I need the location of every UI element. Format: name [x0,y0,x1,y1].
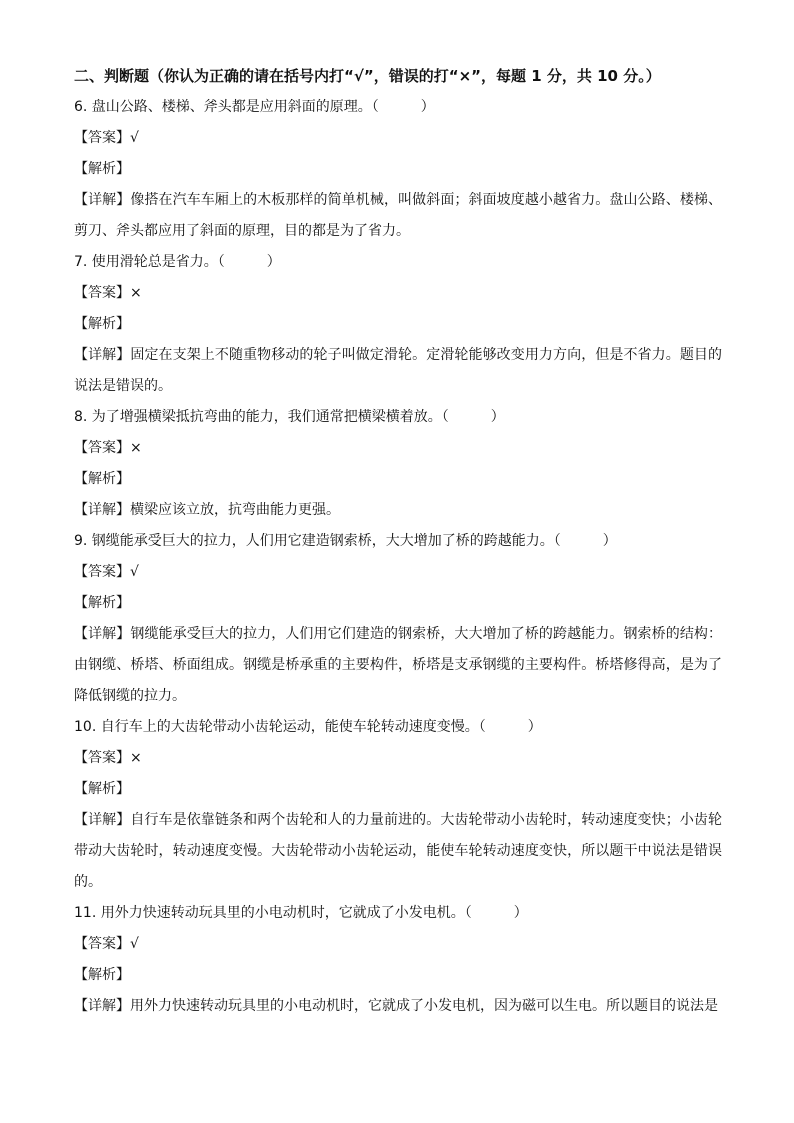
document-content [74,62,722,1022]
detail-label: 【详解】 [74,192,131,208]
detail-text [74,991,722,1022]
question-stem: 10. 自行车上的大齿轮带动小齿轮运动，能使车轮转动速度变慢。（ ） [74,719,542,735]
question-block [74,247,722,402]
answer-line [74,557,722,588]
section-title: 二、判断题（你认为正确的请在括号内打“√”，错误的打“×”，每题 1 分，共 10 分。） [74,67,661,85]
answer-value: √ [130,936,139,952]
answer-line [74,743,722,774]
detail-body: 用外力快速转动玩具里的小电动机时，它就成了小发电机，因为磁可以生电。所以题目的说法是 [130,998,718,1014]
detail-text [74,340,722,402]
answer-value: √ [130,130,139,146]
answer-value: × [130,440,142,456]
analysis-label: 【解析】 [74,967,130,983]
detail-body: 像搭在汽车车厢上的木板那样的简单机械，叫做斜面；斜面坡度越小越省力。盘山公路、楼梯、剪刀、斧头都应用了斜面的原理，目的都是为了省力。 [74,192,723,239]
analysis-label: 【解析】 [74,781,130,797]
answer-value: √ [130,564,139,580]
answer-label: 【答案】 [74,440,130,456]
question-block [74,92,722,247]
detail-body: 钢缆能承受巨大的拉力，人们用它们建造的钢索桥，大大增加了桥的跨越能力。钢索桥的结构：由钢缆、桥塔、桥面组成。钢缆是桥承重的主要构件，桥塔是支承钢缆的主要构件。桥塔修得高，是为了降低钢缆的拉力。 [74,626,723,704]
analysis-label: 【解析】 [74,595,130,611]
question-block [74,898,722,1022]
detail-label: 【详解】 [74,502,130,518]
answer-label: 【答案】 [74,285,130,301]
detail-body: 自行车是依靠链条和两个齿轮和人的力量前进的。大齿轮带动小齿轮时，转动速度变快；小齿轮带动大齿轮时，转动速度变慢。大齿轮带动小齿轮运动，能使车轮转动速度变快，所以题干中说法是错误的。 [74,812,723,890]
question-block [74,526,722,712]
detail-text [74,805,722,898]
answer-line [74,929,722,960]
answer-label: 【答案】 [74,750,130,766]
answer-value: × [130,750,142,766]
detail-label: 【详解】 [74,998,130,1014]
answer-label: 【答案】 [74,130,130,146]
analysis-label: 【解析】 [74,161,130,177]
question-stem: 6. 盘山公路、楼梯、斧头都是应用斜面的原理。（ ） [74,99,435,115]
detail-label: 【详解】 [74,626,131,642]
detail-body: 横梁应该立放，抗弯曲能力更强。 [130,502,340,518]
answer-line [74,278,722,309]
question-stem: 9. 钢缆能承受巨大的拉力，人们用它建造钢索桥，大大增加了桥的跨越能力。（ ） [74,533,617,549]
detail-text [74,185,722,247]
question-stem: 8. 为了增强横梁抵抗弯曲的能力，我们通常把横梁横着放。（ ） [74,409,505,425]
question-stem: 7. 使用滑轮总是省力。（ ） [74,254,281,270]
answer-line [74,433,722,464]
answer-value: × [130,285,142,301]
question-block [74,402,722,526]
detail-body: 固定在支架上不随重物移动的轮子叫做定滑轮。定滑轮能够改变用力方向，但是不省力。题目的说法是错误的。 [74,347,723,394]
answer-label: 【答案】 [74,936,130,952]
question-block [74,712,722,898]
answer-line [74,123,722,154]
detail-text [74,495,722,526]
question-stem: 11. 用外力快速转动玩具里的小电动机时，它就成了小发电机。（ ） [74,905,528,921]
answer-label: 【答案】 [74,564,130,580]
detail-label: 【详解】 [74,347,131,363]
analysis-label: 【解析】 [74,316,130,332]
analysis-label: 【解析】 [74,471,130,487]
detail-label: 【详解】 [74,812,131,828]
detail-text [74,619,722,712]
